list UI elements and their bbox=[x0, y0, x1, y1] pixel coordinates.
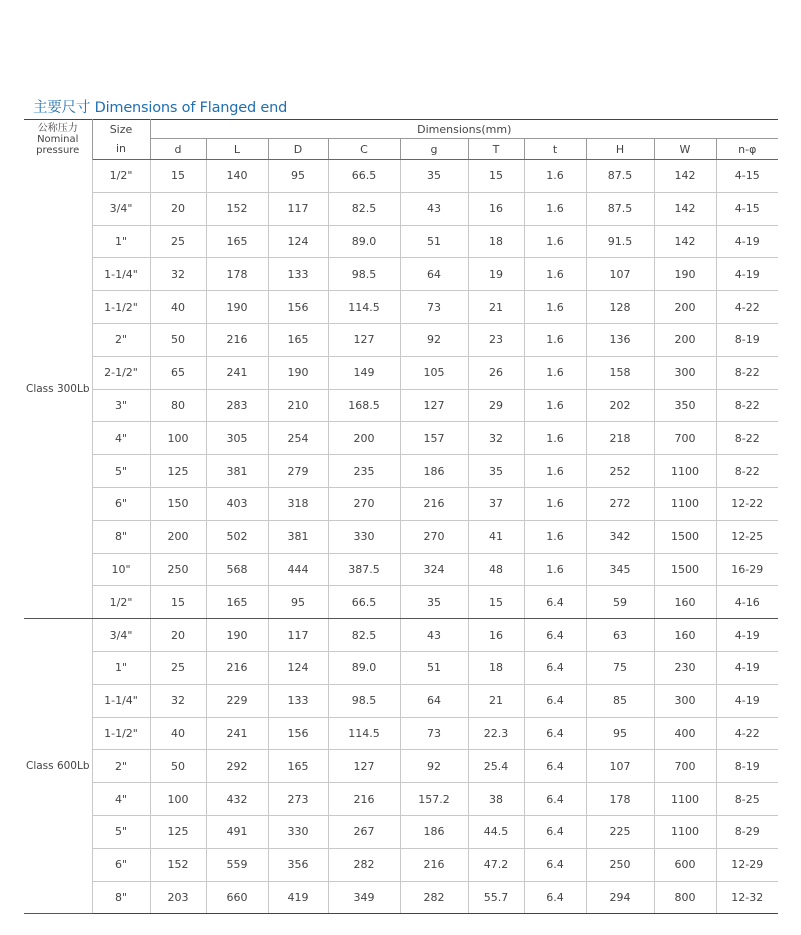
dimension-cell: 403 bbox=[206, 487, 268, 520]
dimension-cell: 64 bbox=[400, 258, 468, 291]
dimension-cell: 55.7 bbox=[468, 881, 524, 914]
dimension-cell: 202 bbox=[586, 389, 654, 422]
table-row bbox=[24, 487, 778, 520]
dimension-cell: 8-22 bbox=[716, 455, 778, 488]
dimension-cell: 342 bbox=[586, 520, 654, 553]
dimension-cell: 15 bbox=[468, 160, 524, 193]
dimension-cell: 20 bbox=[150, 619, 206, 652]
dimension-cell: 1.6 bbox=[524, 160, 586, 193]
dimension-cell: 387.5 bbox=[328, 553, 400, 586]
dimension-cell: 270 bbox=[328, 487, 400, 520]
dimension-cell: 4-15 bbox=[716, 192, 778, 225]
dimension-cell: 73 bbox=[400, 291, 468, 324]
dimension-cell: 32 bbox=[468, 422, 524, 455]
dimension-cell: 186 bbox=[400, 815, 468, 848]
dimension-cell: 100 bbox=[150, 422, 206, 455]
dimension-cell: 700 bbox=[654, 750, 716, 783]
dimension-cell: 12-32 bbox=[716, 881, 778, 914]
dimension-cell: 1100 bbox=[654, 487, 716, 520]
dimension-cell: 142 bbox=[654, 160, 716, 193]
size-cell: 3/4" bbox=[92, 619, 150, 652]
dimension-cell: 44.5 bbox=[468, 815, 524, 848]
size-unit-header: in bbox=[92, 139, 150, 160]
column-header: H bbox=[586, 139, 654, 160]
dimension-cell: 50 bbox=[150, 323, 206, 356]
dimension-cell: 8-22 bbox=[716, 389, 778, 422]
size-cell: 8" bbox=[92, 881, 150, 914]
dimension-cell: 26 bbox=[468, 356, 524, 389]
dimension-cell: 267 bbox=[328, 815, 400, 848]
dimension-cell: 51 bbox=[400, 651, 468, 684]
dimension-cell: 4-19 bbox=[716, 258, 778, 291]
dimension-cell: 98.5 bbox=[328, 258, 400, 291]
dimension-cell: 136 bbox=[586, 323, 654, 356]
dimension-cell: 29 bbox=[468, 389, 524, 422]
dimension-cell: 330 bbox=[268, 815, 328, 848]
table-row bbox=[24, 750, 778, 783]
table-row bbox=[24, 356, 778, 389]
dimension-cell: 98.5 bbox=[328, 684, 400, 717]
dimension-cell: 15 bbox=[150, 160, 206, 193]
dimension-cell: 63 bbox=[586, 619, 654, 652]
dimension-cell: 23 bbox=[468, 323, 524, 356]
dimension-cell: 252 bbox=[586, 455, 654, 488]
dimension-cell: 32 bbox=[150, 684, 206, 717]
dimension-cell: 15 bbox=[468, 586, 524, 619]
table-row bbox=[24, 160, 778, 193]
dimension-cell: 8-19 bbox=[716, 323, 778, 356]
dimension-cell: 8-22 bbox=[716, 356, 778, 389]
dimension-cell: 95 bbox=[268, 160, 328, 193]
dimension-cell: 216 bbox=[328, 783, 400, 816]
size-cell: 10" bbox=[92, 553, 150, 586]
size-cell: 1" bbox=[92, 651, 150, 684]
dimension-cell: 142 bbox=[654, 225, 716, 258]
nominal-pressure-header: 公称压力 Nominal pressure bbox=[24, 120, 92, 160]
dimension-cell: 356 bbox=[268, 848, 328, 881]
column-header: T bbox=[468, 139, 524, 160]
dimension-cell: 48 bbox=[468, 553, 524, 586]
dimension-cell: 6.4 bbox=[524, 783, 586, 816]
dimension-cell: 1.6 bbox=[524, 520, 586, 553]
dimension-cell: 6.4 bbox=[524, 651, 586, 684]
dimension-cell: 1100 bbox=[654, 455, 716, 488]
dimension-cell: 40 bbox=[150, 717, 206, 750]
pressure-class-label: Class 600Lb bbox=[24, 619, 92, 914]
dimension-cell: 150 bbox=[150, 487, 206, 520]
column-header: n-φ bbox=[716, 139, 778, 160]
dimension-cell: 400 bbox=[654, 717, 716, 750]
dimension-cell: 125 bbox=[150, 815, 206, 848]
dimension-cell: 1.6 bbox=[524, 323, 586, 356]
dimension-cell: 254 bbox=[268, 422, 328, 455]
dimension-cell: 4-19 bbox=[716, 225, 778, 258]
dimension-cell: 100 bbox=[150, 783, 206, 816]
size-cell: 1-1/2" bbox=[92, 291, 150, 324]
dimension-cell: 12-29 bbox=[716, 848, 778, 881]
pressure-class-label: Class 300Lb bbox=[24, 160, 92, 619]
column-header: t bbox=[524, 139, 586, 160]
dimension-cell: 12-25 bbox=[716, 520, 778, 553]
dimension-cell: 300 bbox=[654, 356, 716, 389]
dimension-cell: 8-25 bbox=[716, 783, 778, 816]
table-row bbox=[24, 455, 778, 488]
dimension-cell: 1.6 bbox=[524, 225, 586, 258]
dimension-cell: 37 bbox=[468, 487, 524, 520]
size-cell: 1/2" bbox=[92, 586, 150, 619]
dimension-cell: 273 bbox=[268, 783, 328, 816]
dimension-cell: 178 bbox=[206, 258, 268, 291]
dimension-cell: 318 bbox=[268, 487, 328, 520]
dimension-cell: 218 bbox=[586, 422, 654, 455]
dimension-cell: 203 bbox=[150, 881, 206, 914]
dimension-cell: 230 bbox=[654, 651, 716, 684]
size-header: Size bbox=[92, 120, 150, 139]
size-cell: 2" bbox=[92, 323, 150, 356]
dimension-cell: 200 bbox=[328, 422, 400, 455]
dimension-cell: 158 bbox=[586, 356, 654, 389]
dimension-cell: 16 bbox=[468, 619, 524, 652]
dimension-cell: 127 bbox=[328, 750, 400, 783]
dimension-cell: 59 bbox=[586, 586, 654, 619]
dimension-cell: 82.5 bbox=[328, 619, 400, 652]
dimension-cell: 568 bbox=[206, 553, 268, 586]
table-row bbox=[24, 684, 778, 717]
dimension-cell: 660 bbox=[206, 881, 268, 914]
dimension-cell: 190 bbox=[654, 258, 716, 291]
dimension-cell: 22.3 bbox=[468, 717, 524, 750]
dimension-cell: 1.6 bbox=[524, 356, 586, 389]
dimension-cell: 156 bbox=[268, 717, 328, 750]
dimension-cell: 4-15 bbox=[716, 160, 778, 193]
dimension-cell: 125 bbox=[150, 455, 206, 488]
dimension-cell: 381 bbox=[206, 455, 268, 488]
dimension-cell: 165 bbox=[206, 225, 268, 258]
dimension-cell: 156 bbox=[268, 291, 328, 324]
dimension-cell: 294 bbox=[586, 881, 654, 914]
dimension-cell: 200 bbox=[150, 520, 206, 553]
dimension-cell: 419 bbox=[268, 881, 328, 914]
dimension-cell: 107 bbox=[586, 258, 654, 291]
dimension-cell: 43 bbox=[400, 619, 468, 652]
table-row bbox=[24, 422, 778, 455]
size-cell: 1-1/4" bbox=[92, 684, 150, 717]
table-row bbox=[24, 520, 778, 553]
dimension-cell: 432 bbox=[206, 783, 268, 816]
size-cell: 3" bbox=[92, 389, 150, 422]
dimension-cell: 282 bbox=[400, 881, 468, 914]
dimension-cell: 87.5 bbox=[586, 160, 654, 193]
dimension-cell: 1500 bbox=[654, 520, 716, 553]
column-header: C bbox=[328, 139, 400, 160]
table-row bbox=[24, 258, 778, 291]
dimension-cell: 66.5 bbox=[328, 586, 400, 619]
dimension-cell: 186 bbox=[400, 455, 468, 488]
dimension-cell: 19 bbox=[468, 258, 524, 291]
dimension-cell: 127 bbox=[400, 389, 468, 422]
dimension-cell: 6.4 bbox=[524, 815, 586, 848]
dimension-cell: 6.4 bbox=[524, 717, 586, 750]
size-cell: 6" bbox=[92, 487, 150, 520]
dimension-cell: 142 bbox=[654, 192, 716, 225]
size-cell: 2" bbox=[92, 750, 150, 783]
dimension-cell: 95 bbox=[268, 586, 328, 619]
dimension-cell: 1.6 bbox=[524, 192, 586, 225]
dimension-cell: 216 bbox=[206, 323, 268, 356]
dimension-cell: 300 bbox=[654, 684, 716, 717]
dimension-cell: 152 bbox=[206, 192, 268, 225]
dimension-cell: 283 bbox=[206, 389, 268, 422]
table-row bbox=[24, 389, 778, 422]
dimension-cell: 241 bbox=[206, 356, 268, 389]
dimension-cell: 21 bbox=[468, 291, 524, 324]
size-cell: 8" bbox=[92, 520, 150, 553]
size-cell: 4" bbox=[92, 783, 150, 816]
dimension-cell: 1.6 bbox=[524, 422, 586, 455]
dimension-cell: 502 bbox=[206, 520, 268, 553]
dimension-cell: 95 bbox=[586, 717, 654, 750]
dimension-cell: 149 bbox=[328, 356, 400, 389]
dimension-cell: 800 bbox=[654, 881, 716, 914]
dimension-cell: 66.5 bbox=[328, 160, 400, 193]
size-cell: 2-1/2" bbox=[92, 356, 150, 389]
size-cell: 6" bbox=[92, 848, 150, 881]
dimension-cell: 25.4 bbox=[468, 750, 524, 783]
dimension-cell: 40 bbox=[150, 291, 206, 324]
dimension-cell: 4-19 bbox=[716, 651, 778, 684]
dimension-cell: 20 bbox=[150, 192, 206, 225]
dimension-cell: 8-29 bbox=[716, 815, 778, 848]
dimension-cell: 225 bbox=[586, 815, 654, 848]
dimension-cell: 35 bbox=[400, 586, 468, 619]
dimension-cell: 82.5 bbox=[328, 192, 400, 225]
dimension-cell: 16 bbox=[468, 192, 524, 225]
table-row bbox=[24, 291, 778, 324]
dimension-cell: 1100 bbox=[654, 815, 716, 848]
dimension-cell: 87.5 bbox=[586, 192, 654, 225]
dimension-cell: 160 bbox=[654, 586, 716, 619]
dimension-cell: 91.5 bbox=[586, 225, 654, 258]
dimension-cell: 6.4 bbox=[524, 750, 586, 783]
dimension-cell: 92 bbox=[400, 750, 468, 783]
dimension-cell: 216 bbox=[400, 487, 468, 520]
column-header: W bbox=[654, 139, 716, 160]
dimension-cell: 1.6 bbox=[524, 553, 586, 586]
dimension-cell: 324 bbox=[400, 553, 468, 586]
dimension-cell: 25 bbox=[150, 651, 206, 684]
dimension-cell: 190 bbox=[206, 619, 268, 652]
column-header: d bbox=[150, 139, 206, 160]
dimensions-table bbox=[24, 119, 778, 914]
dimension-cell: 4-16 bbox=[716, 586, 778, 619]
dimension-cell: 92 bbox=[400, 323, 468, 356]
dimension-cell: 35 bbox=[400, 160, 468, 193]
dimension-cell: 6.4 bbox=[524, 684, 586, 717]
dimension-cell: 6.4 bbox=[524, 881, 586, 914]
column-header: D bbox=[268, 139, 328, 160]
size-cell: 1-1/4" bbox=[92, 258, 150, 291]
dimension-cell: 270 bbox=[400, 520, 468, 553]
dimension-cell: 43 bbox=[400, 192, 468, 225]
table-row bbox=[24, 848, 778, 881]
dimension-cell: 32 bbox=[150, 258, 206, 291]
dimension-cell: 1.6 bbox=[524, 487, 586, 520]
dimension-cell: 1.6 bbox=[524, 291, 586, 324]
dimension-cell: 107 bbox=[586, 750, 654, 783]
dimension-cell: 350 bbox=[654, 389, 716, 422]
dimension-cell: 6.4 bbox=[524, 619, 586, 652]
dimension-cell: 381 bbox=[268, 520, 328, 553]
dimension-cell: 4-19 bbox=[716, 684, 778, 717]
dimension-cell: 157.2 bbox=[400, 783, 468, 816]
table-row bbox=[24, 651, 778, 684]
table-row bbox=[24, 717, 778, 750]
dimension-cell: 168.5 bbox=[328, 389, 400, 422]
dimension-cell: 235 bbox=[328, 455, 400, 488]
dimension-cell: 272 bbox=[586, 487, 654, 520]
dimension-cell: 210 bbox=[268, 389, 328, 422]
column-header: L bbox=[206, 139, 268, 160]
dimension-cell: 1100 bbox=[654, 783, 716, 816]
dimension-cell: 18 bbox=[468, 651, 524, 684]
dimension-cell: 444 bbox=[268, 553, 328, 586]
dimension-cell: 38 bbox=[468, 783, 524, 816]
size-cell: 3/4" bbox=[92, 192, 150, 225]
dimension-cell: 165 bbox=[268, 750, 328, 783]
size-cell: 4" bbox=[92, 422, 150, 455]
size-cell: 1-1/2" bbox=[92, 717, 150, 750]
dimension-cell: 157 bbox=[400, 422, 468, 455]
dimension-cell: 114.5 bbox=[328, 717, 400, 750]
dimension-cell: 80 bbox=[150, 389, 206, 422]
dimension-cell: 15 bbox=[150, 586, 206, 619]
size-cell: 5" bbox=[92, 455, 150, 488]
dimension-cell: 279 bbox=[268, 455, 328, 488]
dimension-cell: 64 bbox=[400, 684, 468, 717]
dimension-cell: 35 bbox=[468, 455, 524, 488]
dimension-cell: 128 bbox=[586, 291, 654, 324]
column-header: g bbox=[400, 139, 468, 160]
dimension-cell: 127 bbox=[328, 323, 400, 356]
size-cell: 5" bbox=[92, 815, 150, 848]
dimension-cell: 16-29 bbox=[716, 553, 778, 586]
dimension-cell: 8-19 bbox=[716, 750, 778, 783]
dimension-cell: 165 bbox=[206, 586, 268, 619]
dimension-cell: 4-22 bbox=[716, 291, 778, 324]
dimension-cell: 152 bbox=[150, 848, 206, 881]
dimension-cell: 600 bbox=[654, 848, 716, 881]
table-row bbox=[24, 225, 778, 258]
table-row bbox=[24, 881, 778, 914]
dimension-cell: 51 bbox=[400, 225, 468, 258]
dimension-cell: 4-19 bbox=[716, 619, 778, 652]
table-row bbox=[24, 192, 778, 225]
size-cell: 1" bbox=[92, 225, 150, 258]
dimension-cell: 50 bbox=[150, 750, 206, 783]
dimension-cell: 4-22 bbox=[716, 717, 778, 750]
dimension-cell: 6.4 bbox=[524, 586, 586, 619]
page-title: 主要尺寸 Dimensions of Flanged end bbox=[33, 100, 288, 116]
dimension-cell: 85 bbox=[586, 684, 654, 717]
dimension-cell: 65 bbox=[150, 356, 206, 389]
dimension-cell: 250 bbox=[586, 848, 654, 881]
table-row bbox=[24, 815, 778, 848]
dimension-cell: 345 bbox=[586, 553, 654, 586]
dimension-cell: 124 bbox=[268, 651, 328, 684]
dimension-cell: 47.2 bbox=[468, 848, 524, 881]
dimension-cell: 25 bbox=[150, 225, 206, 258]
table-row bbox=[24, 586, 778, 619]
dimension-cell: 140 bbox=[206, 160, 268, 193]
dimension-cell: 117 bbox=[268, 619, 328, 652]
dimension-cell: 491 bbox=[206, 815, 268, 848]
dimension-cell: 41 bbox=[468, 520, 524, 553]
dimension-cell: 241 bbox=[206, 717, 268, 750]
dimension-cell: 282 bbox=[328, 848, 400, 881]
dimension-cell: 21 bbox=[468, 684, 524, 717]
dimension-cell: 200 bbox=[654, 323, 716, 356]
dimension-cell: 89.0 bbox=[328, 651, 400, 684]
dimension-cell: 216 bbox=[400, 848, 468, 881]
dimension-cell: 165 bbox=[268, 323, 328, 356]
dimension-cell: 349 bbox=[328, 881, 400, 914]
dimension-cell: 1500 bbox=[654, 553, 716, 586]
dimension-cell: 133 bbox=[268, 684, 328, 717]
dimension-cell: 114.5 bbox=[328, 291, 400, 324]
dimension-cell: 124 bbox=[268, 225, 328, 258]
dimension-cell: 133 bbox=[268, 258, 328, 291]
dimension-cell: 6.4 bbox=[524, 848, 586, 881]
dimension-cell: 178 bbox=[586, 783, 654, 816]
table-row bbox=[24, 323, 778, 356]
dimensions-header: Dimensions(mm) bbox=[150, 120, 778, 139]
dimension-cell: 160 bbox=[654, 619, 716, 652]
dimension-cell: 559 bbox=[206, 848, 268, 881]
dimension-cell: 190 bbox=[206, 291, 268, 324]
dimension-cell: 73 bbox=[400, 717, 468, 750]
dimension-cell: 200 bbox=[654, 291, 716, 324]
dimension-cell: 12-22 bbox=[716, 487, 778, 520]
dimension-cell: 89.0 bbox=[328, 225, 400, 258]
dimension-cell: 305 bbox=[206, 422, 268, 455]
table-row bbox=[24, 553, 778, 586]
dimension-cell: 292 bbox=[206, 750, 268, 783]
dimension-cell: 1.6 bbox=[524, 258, 586, 291]
table-row bbox=[24, 783, 778, 816]
dimension-cell: 1.6 bbox=[524, 455, 586, 488]
dimension-cell: 250 bbox=[150, 553, 206, 586]
dimension-cell: 216 bbox=[206, 651, 268, 684]
dimension-cell: 700 bbox=[654, 422, 716, 455]
dimension-cell: 18 bbox=[468, 225, 524, 258]
dimension-cell: 105 bbox=[400, 356, 468, 389]
table-row bbox=[24, 619, 778, 652]
dimension-cell: 1.6 bbox=[524, 389, 586, 422]
dimension-cell: 8-22 bbox=[716, 422, 778, 455]
size-cell: 1/2" bbox=[92, 160, 150, 193]
dimension-cell: 330 bbox=[328, 520, 400, 553]
dimension-cell: 229 bbox=[206, 684, 268, 717]
dimension-cell: 117 bbox=[268, 192, 328, 225]
dimension-cell: 75 bbox=[586, 651, 654, 684]
dimension-cell: 190 bbox=[268, 356, 328, 389]
